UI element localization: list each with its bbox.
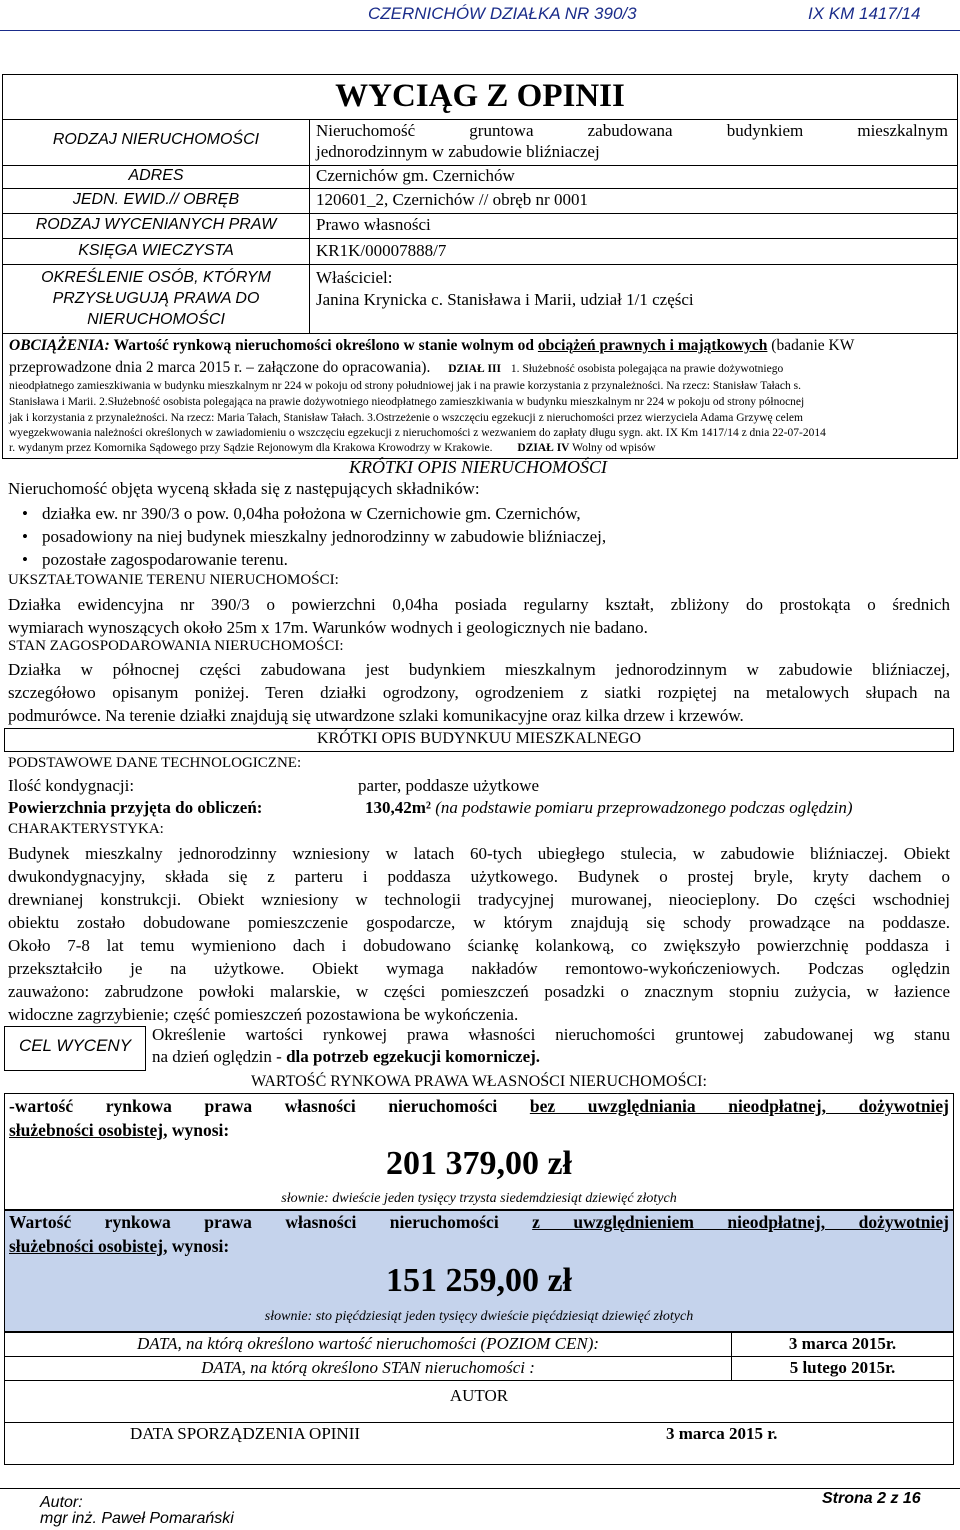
stan-line1: Działka w północnej części zabudowana jest budynkiem mieszkalnym jednorodzinnym w zabudowie bliźniaczej,	[8, 660, 950, 679]
obciazenia-kw-info: przeprowadzone dnia 2 marca 2015 r. – załączone do opracowania).	[9, 359, 431, 376]
dzial-iv-text: Wolny od wpisów	[572, 442, 656, 454]
sporzadzenia-value: 3 marca 2015 r.	[666, 1424, 778, 1443]
obciazenia-line1	[9, 337, 854, 355]
value-wlasciciel-name: Janina Krynicka c. Stanisława i Marii, udział 1/1 części	[316, 290, 694, 309]
label-osoby-line3: NIERUCHOMOŚCI	[87, 311, 225, 328]
obciazenia-small-2: nieodpłatnego zamieszkiwania w budynku mieszkalnym nr 224 w pokoju od strony południowej jak i na prawie korzystania z przynależności. Na rzecz: Stanisław Tałach s.	[9, 380, 801, 392]
value-rodzaj-line2: jednorodzinnym w zabudowie bliźniaczej	[316, 142, 600, 161]
wartosc-v1-words: słownie: dwieście jeden tysięcy trzysta siedemdziesiąt dziewięć złotych	[281, 1191, 677, 1206]
budynek-title: KRÓTKI OPIS BUDYNKUU MIESZKALNEGO	[317, 730, 641, 747]
header-right-case: IX KM 1417/14	[808, 4, 921, 23]
char-line-8: widoczne zagrzybienie; część pomieszczeń pozostawiona be wykończenia.	[8, 1005, 519, 1024]
obciazenia-text: Wartość rynkową nieruchomości określono w stanie wolnym od	[113, 337, 535, 354]
footer-autor-label: Autor:	[40, 1494, 83, 1511]
cel-line2-bold: dla potrzeb egzekucji komorniczej.	[286, 1047, 541, 1066]
value-rodzaj-line1: Nieruchomość gruntowa zabudowana budynkiem mieszkalnym	[316, 121, 948, 140]
footer-autor-name: mgr inż. Paweł Pomarański	[40, 1510, 234, 1527]
dzial-iv-label: DZIAŁ IV	[517, 442, 570, 454]
wartosc-v2-line1	[9, 1212, 949, 1233]
char-line-7: zauważono: zabrudzone powłoki malarskie, w części pomieszczeń posadzki o znacznym stopniu zużycia, w łazience	[8, 982, 950, 1001]
label-jedn-ewid: JEDN. EWID.// OBRĘB	[72, 191, 240, 208]
dane-heading: PODSTAWOWE DANE TECHNOLOGICZNE:	[8, 755, 302, 771]
obciazenia-small-5: wyegzekwowania należności określonych w zawiadomieniu o wszczęciu egzekucji z nieruchomości z wezwaniem do zapłaty długu sygn. akt. IX Km 1417/14 z dnia 22-07-2014	[9, 427, 826, 439]
char-line-4: obiektu zostało dobudowane pomieszczenie gospodarcze, w którym znajdują się schody prowadzące na poddasze.	[8, 913, 950, 932]
powierzchnia-label: Powierzchnia przyjęta do obliczeń:	[8, 798, 263, 817]
powierzchnia-row	[365, 798, 853, 818]
footer-page-number: Strona 2 z 16	[822, 1490, 921, 1507]
uksztaltowanie-line2: wymiarach wynoszących około 25m x 17m. Warunków wodnych i geologicznych nie badano.	[8, 618, 648, 637]
wartosc-v1-underlined: bez uwzględniania nieodpłatnej, dożywotniej	[529, 1096, 950, 1116]
uksztaltowanie-line1: Działka ewidencyjna nr 390/3 o powierzchni 0,04ha posiada regularny kształt, zbliżony do prostokąta o średnich	[8, 595, 950, 614]
list-item: • posadowiony na niej budynek mieszkalny jednorodzinny w zabudowie bliźniaczej,	[22, 525, 606, 548]
charakterystyka-heading: CHARAKTERYSTYKA:	[8, 821, 164, 837]
label-ksiega-wieczysta: KSIĘGA WIECZYSTA	[78, 242, 234, 259]
label-osoby-line1: OKREŚLENIE OSÓB, KTÓRYM	[41, 269, 271, 286]
kondygnacje-label: Ilość kondygnacji:	[8, 776, 135, 795]
list-item: • pozostałe zagospodarowanie terenu.	[22, 548, 606, 571]
wartosc-v1-tail: , wynosi:	[163, 1120, 230, 1140]
wartosc-v1-underlined-2: służebności osobistej	[9, 1120, 164, 1140]
obciazenia-text-underlined: obciążeń prawnych i majątkowych	[537, 337, 768, 354]
cel-line1: Określenie wartości rynkowej prawa własności nieruchomości gruntowej zabudowanej wg stanu	[152, 1025, 950, 1044]
char-line-1: Budynek mieszkalny jednorodzinny wzniesiony w latach 60-tych ubiegłego stulecia, w zabudowie bliźniaczej. Obiekt	[8, 844, 950, 863]
cel-label: CEL WYCENY	[18, 1036, 132, 1055]
sporzadzenia-label: DATA SPORZĄDZENIA OPINII	[130, 1424, 361, 1443]
obciazenia-text-tail: (badanie KW	[771, 337, 855, 354]
autor-heading: AUTOR	[449, 1386, 509, 1405]
footer-rule	[0, 1488, 960, 1489]
header-rule	[0, 30, 960, 31]
char-line-5: Około 7-8 lat temu wymieniono dach i dobudowano ściankę kolankową, co zwiększyło powierzchnię poddasza i	[8, 936, 950, 955]
wartosc-v2-line2	[9, 1236, 229, 1257]
char-line-2: dwukondygnacyjny, składa się z parteru i poddasza użytkowego. Budynek o prostej bryle, kryty dachem o	[8, 867, 950, 886]
page-header	[0, 0, 960, 30]
stan-heading: STAN ZAGOSPODAROWANIA NIERUCHOMOŚCI:	[8, 638, 344, 654]
wartosc-v1-line1	[9, 1096, 949, 1117]
dzial-iii-label: DZIAŁ III	[448, 363, 501, 375]
label-adres: ADRES	[128, 167, 184, 184]
wartosc-v2-underlined-2: służebności osobistej	[9, 1236, 164, 1256]
wartosc-v2-underlined: z uwzględnieniem nieodpłatnej, dożywotniej	[532, 1212, 949, 1232]
uksztaltowanie-heading: UKSZTAŁTOWANIE TERENU NIERUCHOMOŚCI:	[8, 572, 339, 588]
wartosc-v1-line2	[9, 1120, 229, 1141]
cel-line2	[152, 1047, 540, 1067]
wartosc-v1-amount: 201 379,00 zł	[385, 1145, 573, 1182]
opis-bullet-list	[22, 502, 606, 571]
wartosc-v2-tail: , wynosi:	[163, 1236, 230, 1256]
stan-line3: podmurówce. Na terenie działki znajdują się utwardzone szlaki komunikacyjne oraz kilka drzew i krzewów.	[8, 706, 744, 725]
data-row2-label: DATA, na którą określono STAN nieruchomości :	[201, 1358, 535, 1377]
char-line-6: przekształciło je na użytkowe. Obiekt wymaga nakładów remontowo-wykończeniowych. Podczas oględzin	[8, 959, 950, 978]
value-ksiega-wieczysta: KR1K/00007888/7	[316, 241, 447, 260]
data-row1-label: DATA, na którą określono wartość nieruchomości (POZIOM CEN):	[136, 1334, 600, 1353]
wartosc-heading: WARTOŚĆ RYNKOWA PRAWA WŁASNOŚCI NIERUCHOMOŚCI:	[251, 1073, 707, 1090]
value-rodzaj-praw: Prawo własności	[316, 215, 431, 234]
obciazenia-small-4: jak i korzystania z przynależności. Na rzecz: Maria Tałach, Stanisław Tałach. 3.Ostrzeżenie o wszczęciu egzekucji z nieruchomości przez wierzyciela Adama Grzywę celem	[9, 412, 803, 424]
data-row1-value: 3 marca 2015r.	[788, 1334, 897, 1353]
opis-intro: Nieruchomość objęta wyceną składa się z następujących składników:	[8, 479, 480, 498]
wartosc-v2-amount: 151 259,00 zł	[385, 1262, 573, 1299]
header-left-title: CZERNICHÓW DZIAŁKA NR 390/3	[368, 4, 637, 23]
char-line-3: drewnianej konstrukcji. Obiekt wzniesiony w technologii tradycyjnej murowanej, nieocieplony. Do części wschodniej	[8, 890, 950, 909]
value-wlasciciel-label: Właściciel:	[316, 268, 393, 287]
obciazenia-small-3: Stanisława i Marii. 2.Służebność osobista polegająca na prawie dożywotniego nieodpłatnego zamieszkiwania w budynku mieszkalnym nr 224 w pokoju od strony północnej	[9, 396, 805, 408]
obciazenia-label: OBCIĄŻENIA:	[9, 337, 110, 354]
value-jedn-ewid: 120601_2, Czernichów // obręb nr 0001	[316, 190, 588, 209]
label-rodzaj-nieruchomosci: RODZAJ NIERUCHOMOŚCI	[52, 131, 260, 148]
stan-line2: szczegółowo opisanym poniżej. Teren działki ogrodzony, ogrodzeniem z siatki rozpiętej na metalowych słupach na	[8, 683, 950, 702]
summary-title: WYCIĄG Z OPINII	[335, 78, 625, 114]
obciazenia-line2	[9, 359, 783, 377]
obciazenia-small-6-row	[9, 440, 656, 456]
label-rodzaj-praw: RODZAJ WYCENIANYCH PRAW	[35, 216, 277, 233]
list-item: • działka ew. nr 390/3 o pow. 0,04ha położona w Czernichowie gm. Czernichów,	[22, 502, 606, 525]
cel-line2-plain: na dzień oględzin -	[152, 1047, 282, 1066]
label-osoby-line2: PRZYSŁUGUJĄ PRAWA DO	[52, 290, 260, 307]
summary-title-cell	[2, 74, 958, 120]
kondygnacje-value: parter, poddasze użytkowe	[358, 776, 540, 795]
obciazenia-small-6: r. wydanym przez Komornika Sądowego przy Sądzie Rejonowym dla Krakowa Krowodrzy w Krakowie.	[9, 442, 493, 454]
powierzchnia-note: (na podstawie pomiaru przeprowadzonego podczas oględzin)	[435, 798, 853, 817]
opis-title: KRÓTKI OPIS NIERUCHOMOŚCI	[349, 457, 607, 477]
value-adres: Czernichów gm. Czernichów	[316, 166, 515, 185]
wartosc-v1-prefix: -wartość rynkowa prawa własności nieruchomości	[9, 1096, 498, 1116]
powierzchnia-value: 130,42m²	[365, 798, 432, 817]
data-row2-value: 5 lutego 2015r.	[789, 1358, 896, 1377]
wartosc-v2-prefix: Wartość rynkowa prawa własności nieruchomości	[9, 1212, 499, 1232]
wartosc-v2-words: słownie: sto pięćdziesiąt jeden tysięcy dwieście pięćdziesiąt dziewięć złotych	[264, 1309, 694, 1324]
obciazenia-small-1: 1. Służebność osobista polegająca na prawie dożywotniego	[510, 363, 784, 375]
